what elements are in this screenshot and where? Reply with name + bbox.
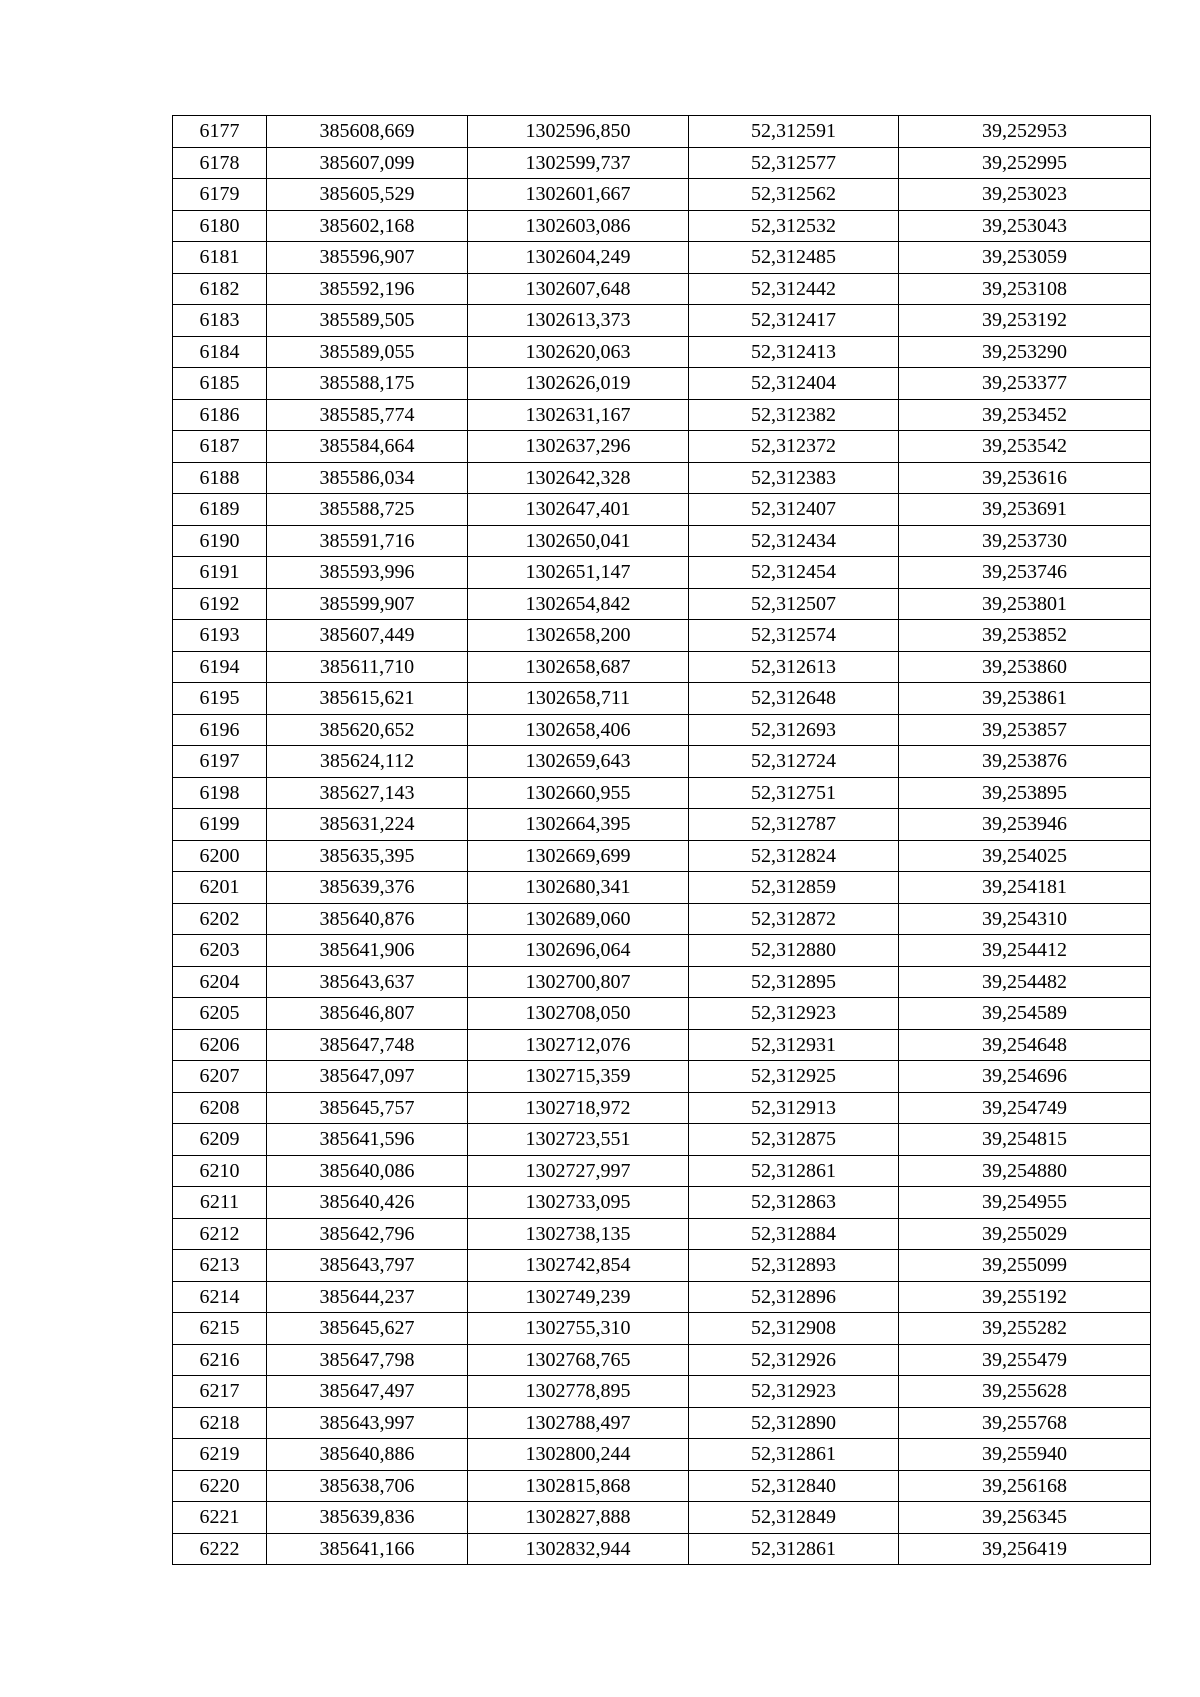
y-coordinate-cell: 1302680,341 <box>468 872 689 904</box>
x-coordinate-cell: 385641,596 <box>267 1124 468 1156</box>
longitude-cell: 39,252995 <box>899 147 1151 179</box>
longitude-cell: 39,253023 <box>899 179 1151 211</box>
x-coordinate-cell: 385627,143 <box>267 777 468 809</box>
y-coordinate-cell: 1302708,050 <box>468 998 689 1030</box>
longitude-cell: 39,253876 <box>899 746 1151 778</box>
y-coordinate-cell: 1302626,019 <box>468 368 689 400</box>
point-number-cell: 6198 <box>173 777 267 809</box>
x-coordinate-cell: 385638,706 <box>267 1470 468 1502</box>
longitude-cell: 39,255099 <box>899 1250 1151 1282</box>
longitude-cell: 39,255628 <box>899 1376 1151 1408</box>
table-row <box>173 1313 1151 1345</box>
latitude-cell: 52,312861 <box>689 1155 899 1187</box>
y-coordinate-cell: 1302700,807 <box>468 966 689 998</box>
y-coordinate-cell: 1302607,648 <box>468 273 689 305</box>
latitude-cell: 52,312442 <box>689 273 899 305</box>
table-row <box>173 116 1151 148</box>
y-coordinate-cell: 1302658,200 <box>468 620 689 652</box>
point-number-cell: 6192 <box>173 588 267 620</box>
y-coordinate-cell: 1302659,643 <box>468 746 689 778</box>
longitude-cell: 39,254815 <box>899 1124 1151 1156</box>
longitude-cell: 39,255192 <box>899 1281 1151 1313</box>
table-row <box>173 147 1151 179</box>
y-coordinate-cell: 1302658,406 <box>468 714 689 746</box>
x-coordinate-cell: 385645,757 <box>267 1092 468 1124</box>
latitude-cell: 52,312382 <box>689 399 899 431</box>
x-coordinate-cell: 385588,725 <box>267 494 468 526</box>
longitude-cell: 39,253895 <box>899 777 1151 809</box>
y-coordinate-cell: 1302727,997 <box>468 1155 689 1187</box>
table-row <box>173 966 1151 998</box>
x-coordinate-cell: 385647,798 <box>267 1344 468 1376</box>
table-row <box>173 777 1151 809</box>
table-row <box>173 1124 1151 1156</box>
y-coordinate-cell: 1302604,249 <box>468 242 689 274</box>
point-number-cell: 6190 <box>173 525 267 557</box>
table-row <box>173 840 1151 872</box>
x-coordinate-cell: 385639,836 <box>267 1502 468 1534</box>
point-number-cell: 6209 <box>173 1124 267 1156</box>
latitude-cell: 52,312923 <box>689 1376 899 1408</box>
latitude-cell: 52,312861 <box>689 1533 899 1565</box>
longitude-cell: 39,254482 <box>899 966 1151 998</box>
latitude-cell: 52,312893 <box>689 1250 899 1282</box>
longitude-cell: 39,253801 <box>899 588 1151 620</box>
table-row <box>173 1155 1151 1187</box>
x-coordinate-cell: 385586,034 <box>267 462 468 494</box>
table-row <box>173 399 1151 431</box>
table-row <box>173 935 1151 967</box>
point-number-cell: 6212 <box>173 1218 267 1250</box>
y-coordinate-cell: 1302642,328 <box>468 462 689 494</box>
y-coordinate-cell: 1302723,551 <box>468 1124 689 1156</box>
latitude-cell: 52,312824 <box>689 840 899 872</box>
latitude-cell: 52,312875 <box>689 1124 899 1156</box>
point-number-cell: 6196 <box>173 714 267 746</box>
latitude-cell: 52,312434 <box>689 525 899 557</box>
latitude-cell: 52,312383 <box>689 462 899 494</box>
table-row <box>173 746 1151 778</box>
x-coordinate-cell: 385615,621 <box>267 683 468 715</box>
latitude-cell: 52,312913 <box>689 1092 899 1124</box>
table-row <box>173 462 1151 494</box>
x-coordinate-cell: 385593,996 <box>267 557 468 589</box>
point-number-cell: 6187 <box>173 431 267 463</box>
x-coordinate-cell: 385620,652 <box>267 714 468 746</box>
point-number-cell: 6217 <box>173 1376 267 1408</box>
table-row <box>173 1502 1151 1534</box>
longitude-cell: 39,256345 <box>899 1502 1151 1534</box>
y-coordinate-cell: 1302631,167 <box>468 399 689 431</box>
y-coordinate-cell: 1302660,955 <box>468 777 689 809</box>
longitude-cell: 39,254412 <box>899 935 1151 967</box>
latitude-cell: 52,312884 <box>689 1218 899 1250</box>
latitude-cell: 52,312872 <box>689 903 899 935</box>
table-row <box>173 620 1151 652</box>
coordinates-table <box>172 115 1151 1565</box>
point-number-cell: 6220 <box>173 1470 267 1502</box>
y-coordinate-cell: 1302718,972 <box>468 1092 689 1124</box>
table-row <box>173 1470 1151 1502</box>
longitude-cell: 39,253730 <box>899 525 1151 557</box>
x-coordinate-cell: 385643,797 <box>267 1250 468 1282</box>
longitude-cell: 39,256419 <box>899 1533 1151 1565</box>
y-coordinate-cell: 1302637,296 <box>468 431 689 463</box>
longitude-cell: 39,253946 <box>899 809 1151 841</box>
latitude-cell: 52,312372 <box>689 431 899 463</box>
point-number-cell: 6210 <box>173 1155 267 1187</box>
x-coordinate-cell: 385642,796 <box>267 1218 468 1250</box>
point-number-cell: 6195 <box>173 683 267 715</box>
point-number-cell: 6179 <box>173 179 267 211</box>
x-coordinate-cell: 385640,426 <box>267 1187 468 1219</box>
table-row <box>173 494 1151 526</box>
x-coordinate-cell: 385608,669 <box>267 116 468 148</box>
table-row <box>173 525 1151 557</box>
y-coordinate-cell: 1302715,359 <box>468 1061 689 1093</box>
longitude-cell: 39,256168 <box>899 1470 1151 1502</box>
y-coordinate-cell: 1302664,395 <box>468 809 689 841</box>
table-row <box>173 1344 1151 1376</box>
table-row <box>173 872 1151 904</box>
x-coordinate-cell: 385647,497 <box>267 1376 468 1408</box>
latitude-cell: 52,312880 <box>689 935 899 967</box>
latitude-cell: 52,312532 <box>689 210 899 242</box>
x-coordinate-cell: 385647,097 <box>267 1061 468 1093</box>
y-coordinate-cell: 1302651,147 <box>468 557 689 589</box>
latitude-cell: 52,312923 <box>689 998 899 1030</box>
y-coordinate-cell: 1302749,239 <box>468 1281 689 1313</box>
latitude-cell: 52,312562 <box>689 179 899 211</box>
table-row <box>173 336 1151 368</box>
latitude-cell: 52,312574 <box>689 620 899 652</box>
latitude-cell: 52,312849 <box>689 1502 899 1534</box>
table-row <box>173 1250 1151 1282</box>
y-coordinate-cell: 1302658,711 <box>468 683 689 715</box>
longitude-cell: 39,253616 <box>899 462 1151 494</box>
table-row <box>173 273 1151 305</box>
x-coordinate-cell: 385599,907 <box>267 588 468 620</box>
longitude-cell: 39,255479 <box>899 1344 1151 1376</box>
longitude-cell: 39,254025 <box>899 840 1151 872</box>
point-number-cell: 6191 <box>173 557 267 589</box>
table-row <box>173 1061 1151 1093</box>
point-number-cell: 6218 <box>173 1407 267 1439</box>
longitude-cell: 39,254880 <box>899 1155 1151 1187</box>
latitude-cell: 52,312787 <box>689 809 899 841</box>
table-row <box>173 1407 1151 1439</box>
x-coordinate-cell: 385624,112 <box>267 746 468 778</box>
point-number-cell: 6204 <box>173 966 267 998</box>
point-number-cell: 6200 <box>173 840 267 872</box>
longitude-cell: 39,254955 <box>899 1187 1151 1219</box>
x-coordinate-cell: 385605,529 <box>267 179 468 211</box>
longitude-cell: 39,253043 <box>899 210 1151 242</box>
table-row <box>173 1029 1151 1061</box>
x-coordinate-cell: 385640,886 <box>267 1439 468 1471</box>
x-coordinate-cell: 385646,807 <box>267 998 468 1030</box>
point-number-cell: 6185 <box>173 368 267 400</box>
longitude-cell: 39,253192 <box>899 305 1151 337</box>
y-coordinate-cell: 1302599,737 <box>468 147 689 179</box>
x-coordinate-cell: 385640,086 <box>267 1155 468 1187</box>
x-coordinate-cell: 385643,637 <box>267 966 468 998</box>
point-number-cell: 6182 <box>173 273 267 305</box>
point-number-cell: 6183 <box>173 305 267 337</box>
latitude-cell: 52,312724 <box>689 746 899 778</box>
x-coordinate-cell: 385611,710 <box>267 651 468 683</box>
y-coordinate-cell: 1302658,687 <box>468 651 689 683</box>
table-row <box>173 1533 1151 1565</box>
point-number-cell: 6214 <box>173 1281 267 1313</box>
y-coordinate-cell: 1302603,086 <box>468 210 689 242</box>
point-number-cell: 6219 <box>173 1439 267 1471</box>
latitude-cell: 52,312485 <box>689 242 899 274</box>
y-coordinate-cell: 1302755,310 <box>468 1313 689 1345</box>
x-coordinate-cell: 385635,395 <box>267 840 468 872</box>
y-coordinate-cell: 1302733,095 <box>468 1187 689 1219</box>
longitude-cell: 39,253452 <box>899 399 1151 431</box>
latitude-cell: 52,312507 <box>689 588 899 620</box>
y-coordinate-cell: 1302827,888 <box>468 1502 689 1534</box>
longitude-cell: 39,253857 <box>899 714 1151 746</box>
y-coordinate-cell: 1302669,699 <box>468 840 689 872</box>
point-number-cell: 6197 <box>173 746 267 778</box>
x-coordinate-cell: 385640,876 <box>267 903 468 935</box>
coordinates-table-body <box>173 116 1151 1565</box>
point-number-cell: 6201 <box>173 872 267 904</box>
latitude-cell: 52,312840 <box>689 1470 899 1502</box>
table-row <box>173 1187 1151 1219</box>
longitude-cell: 39,253861 <box>899 683 1151 715</box>
y-coordinate-cell: 1302654,842 <box>468 588 689 620</box>
table-row <box>173 1376 1151 1408</box>
x-coordinate-cell: 385592,196 <box>267 273 468 305</box>
y-coordinate-cell: 1302596,850 <box>468 116 689 148</box>
y-coordinate-cell: 1302742,854 <box>468 1250 689 1282</box>
latitude-cell: 52,312861 <box>689 1439 899 1471</box>
y-coordinate-cell: 1302800,244 <box>468 1439 689 1471</box>
table-row <box>173 431 1151 463</box>
point-number-cell: 6222 <box>173 1533 267 1565</box>
y-coordinate-cell: 1302768,765 <box>468 1344 689 1376</box>
latitude-cell: 52,312895 <box>689 966 899 998</box>
longitude-cell: 39,255768 <box>899 1407 1151 1439</box>
latitude-cell: 52,312890 <box>689 1407 899 1439</box>
point-number-cell: 6188 <box>173 462 267 494</box>
point-number-cell: 6215 <box>173 1313 267 1345</box>
x-coordinate-cell: 385643,997 <box>267 1407 468 1439</box>
table-row <box>173 179 1151 211</box>
table-row <box>173 588 1151 620</box>
x-coordinate-cell: 385588,175 <box>267 368 468 400</box>
table-row <box>173 242 1151 274</box>
point-number-cell: 6208 <box>173 1092 267 1124</box>
table-row <box>173 210 1151 242</box>
longitude-cell: 39,252953 <box>899 116 1151 148</box>
x-coordinate-cell: 385585,774 <box>267 399 468 431</box>
longitude-cell: 39,255282 <box>899 1313 1151 1345</box>
longitude-cell: 39,254696 <box>899 1061 1151 1093</box>
table-row <box>173 809 1151 841</box>
table-row <box>173 1281 1151 1313</box>
longitude-cell: 39,253108 <box>899 273 1151 305</box>
x-coordinate-cell: 385631,224 <box>267 809 468 841</box>
x-coordinate-cell: 385639,376 <box>267 872 468 904</box>
table-row <box>173 368 1151 400</box>
table-row <box>173 651 1151 683</box>
point-number-cell: 6207 <box>173 1061 267 1093</box>
longitude-cell: 39,253860 <box>899 651 1151 683</box>
latitude-cell: 52,312404 <box>689 368 899 400</box>
point-number-cell: 6211 <box>173 1187 267 1219</box>
point-number-cell: 6177 <box>173 116 267 148</box>
y-coordinate-cell: 1302712,076 <box>468 1029 689 1061</box>
y-coordinate-cell: 1302620,063 <box>468 336 689 368</box>
y-coordinate-cell: 1302815,868 <box>468 1470 689 1502</box>
longitude-cell: 39,254181 <box>899 872 1151 904</box>
longitude-cell: 39,253290 <box>899 336 1151 368</box>
latitude-cell: 52,312896 <box>689 1281 899 1313</box>
table-row <box>173 305 1151 337</box>
latitude-cell: 52,312417 <box>689 305 899 337</box>
x-coordinate-cell: 385645,627 <box>267 1313 468 1345</box>
latitude-cell: 52,312577 <box>689 147 899 179</box>
latitude-cell: 52,312931 <box>689 1029 899 1061</box>
point-number-cell: 6186 <box>173 399 267 431</box>
x-coordinate-cell: 385641,166 <box>267 1533 468 1565</box>
y-coordinate-cell: 1302696,064 <box>468 935 689 967</box>
y-coordinate-cell: 1302613,373 <box>468 305 689 337</box>
latitude-cell: 52,312454 <box>689 557 899 589</box>
table-row <box>173 1218 1151 1250</box>
y-coordinate-cell: 1302647,401 <box>468 494 689 526</box>
x-coordinate-cell: 385641,906 <box>267 935 468 967</box>
latitude-cell: 52,312925 <box>689 1061 899 1093</box>
latitude-cell: 52,312859 <box>689 872 899 904</box>
point-number-cell: 6213 <box>173 1250 267 1282</box>
latitude-cell: 52,312591 <box>689 116 899 148</box>
x-coordinate-cell: 385607,449 <box>267 620 468 652</box>
x-coordinate-cell: 385589,505 <box>267 305 468 337</box>
longitude-cell: 39,254589 <box>899 998 1151 1030</box>
longitude-cell: 39,253059 <box>899 242 1151 274</box>
x-coordinate-cell: 385647,748 <box>267 1029 468 1061</box>
latitude-cell: 52,312751 <box>689 777 899 809</box>
y-coordinate-cell: 1302650,041 <box>468 525 689 557</box>
point-number-cell: 6203 <box>173 935 267 967</box>
longitude-cell: 39,253377 <box>899 368 1151 400</box>
latitude-cell: 52,312908 <box>689 1313 899 1345</box>
y-coordinate-cell: 1302832,944 <box>468 1533 689 1565</box>
longitude-cell: 39,254648 <box>899 1029 1151 1061</box>
point-number-cell: 6221 <box>173 1502 267 1534</box>
table-row <box>173 557 1151 589</box>
longitude-cell: 39,253852 <box>899 620 1151 652</box>
latitude-cell: 52,312407 <box>689 494 899 526</box>
x-coordinate-cell: 385644,237 <box>267 1281 468 1313</box>
longitude-cell: 39,253691 <box>899 494 1151 526</box>
y-coordinate-cell: 1302738,135 <box>468 1218 689 1250</box>
point-number-cell: 6189 <box>173 494 267 526</box>
table-row <box>173 998 1151 1030</box>
point-number-cell: 6181 <box>173 242 267 274</box>
x-coordinate-cell: 385589,055 <box>267 336 468 368</box>
longitude-cell: 39,253542 <box>899 431 1151 463</box>
y-coordinate-cell: 1302778,895 <box>468 1376 689 1408</box>
table-row <box>173 1439 1151 1471</box>
x-coordinate-cell: 385584,664 <box>267 431 468 463</box>
point-number-cell: 6206 <box>173 1029 267 1061</box>
latitude-cell: 52,312613 <box>689 651 899 683</box>
latitude-cell: 52,312693 <box>689 714 899 746</box>
point-number-cell: 6194 <box>173 651 267 683</box>
table-row <box>173 1092 1151 1124</box>
table-row <box>173 683 1151 715</box>
y-coordinate-cell: 1302689,060 <box>468 903 689 935</box>
table-row <box>173 903 1151 935</box>
point-number-cell: 6216 <box>173 1344 267 1376</box>
point-number-cell: 6205 <box>173 998 267 1030</box>
latitude-cell: 52,312413 <box>689 336 899 368</box>
longitude-cell: 39,255029 <box>899 1218 1151 1250</box>
y-coordinate-cell: 1302601,667 <box>468 179 689 211</box>
longitude-cell: 39,253746 <box>899 557 1151 589</box>
point-number-cell: 6178 <box>173 147 267 179</box>
longitude-cell: 39,254749 <box>899 1092 1151 1124</box>
point-number-cell: 6180 <box>173 210 267 242</box>
point-number-cell: 6202 <box>173 903 267 935</box>
table-row <box>173 714 1151 746</box>
latitude-cell: 52,312648 <box>689 683 899 715</box>
latitude-cell: 52,312926 <box>689 1344 899 1376</box>
longitude-cell: 39,254310 <box>899 903 1151 935</box>
x-coordinate-cell: 385596,907 <box>267 242 468 274</box>
longitude-cell: 39,255940 <box>899 1439 1151 1471</box>
x-coordinate-cell: 385591,716 <box>267 525 468 557</box>
x-coordinate-cell: 385602,168 <box>267 210 468 242</box>
point-number-cell: 6193 <box>173 620 267 652</box>
point-number-cell: 6184 <box>173 336 267 368</box>
latitude-cell: 52,312863 <box>689 1187 899 1219</box>
x-coordinate-cell: 385607,099 <box>267 147 468 179</box>
y-coordinate-cell: 1302788,497 <box>468 1407 689 1439</box>
point-number-cell: 6199 <box>173 809 267 841</box>
